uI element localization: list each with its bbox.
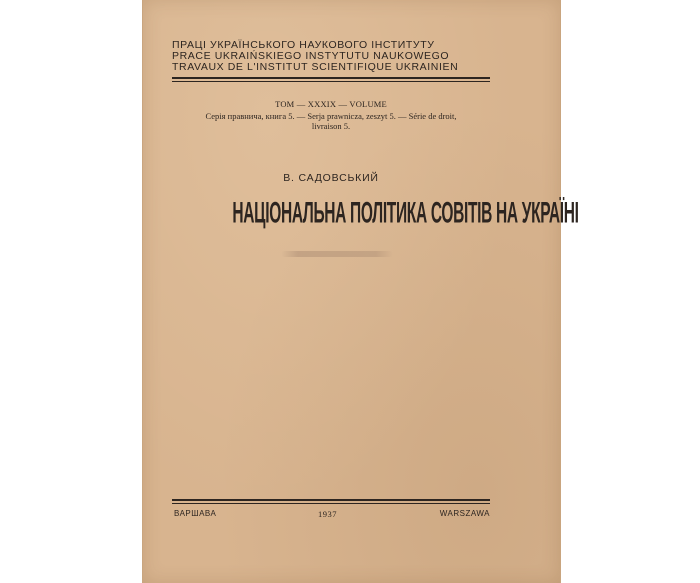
publisher-line-french: TRAVAUX DE L'INSTITUT SCIENTIFIQUE UKRAINIEN: [172, 61, 459, 73]
series-info-line-1: Серія правнича, книга 5. — Serja prawnicza, zeszyt 5. — Série de droit,: [205, 111, 457, 121]
imprint-year: 1937: [318, 509, 337, 519]
faded-library-stamp: [281, 251, 393, 257]
imprint-city-ukrainian: ВАРШАВА: [174, 509, 217, 518]
series-info-line-2: livraison 5.: [311, 121, 351, 131]
book-cover: [142, 0, 579, 583]
header-divider-thick: [172, 77, 490, 79]
series-info: [172, 111, 490, 131]
author-name: В. САДОВСЬКИЙ: [283, 172, 379, 184]
footer-divider-thick: [172, 499, 490, 501]
publisher-line-ukrainian: ПРАЦІ УКРАЇНСЬКОГО НАУКОВОГО ІНСТИТУТУ: [172, 39, 435, 51]
book-title: НАЦІОНАЛЬНА ПОЛІТИКА СОВІТІВ НА УКРАЇНІ: [232, 196, 579, 230]
volume-label: ТОМ — XXXIX — VOLUME: [275, 99, 387, 109]
imprint-city-polish: WARSZAWA: [439, 509, 490, 518]
publisher-series-header: [172, 40, 486, 73]
publisher-line-polish: PRACE UKRAIŃSKIEGO INSTYTUTU NAUKOWEGO: [172, 50, 450, 62]
header-divider-thin: [172, 81, 490, 82]
footer-divider-thin: [172, 503, 490, 504]
